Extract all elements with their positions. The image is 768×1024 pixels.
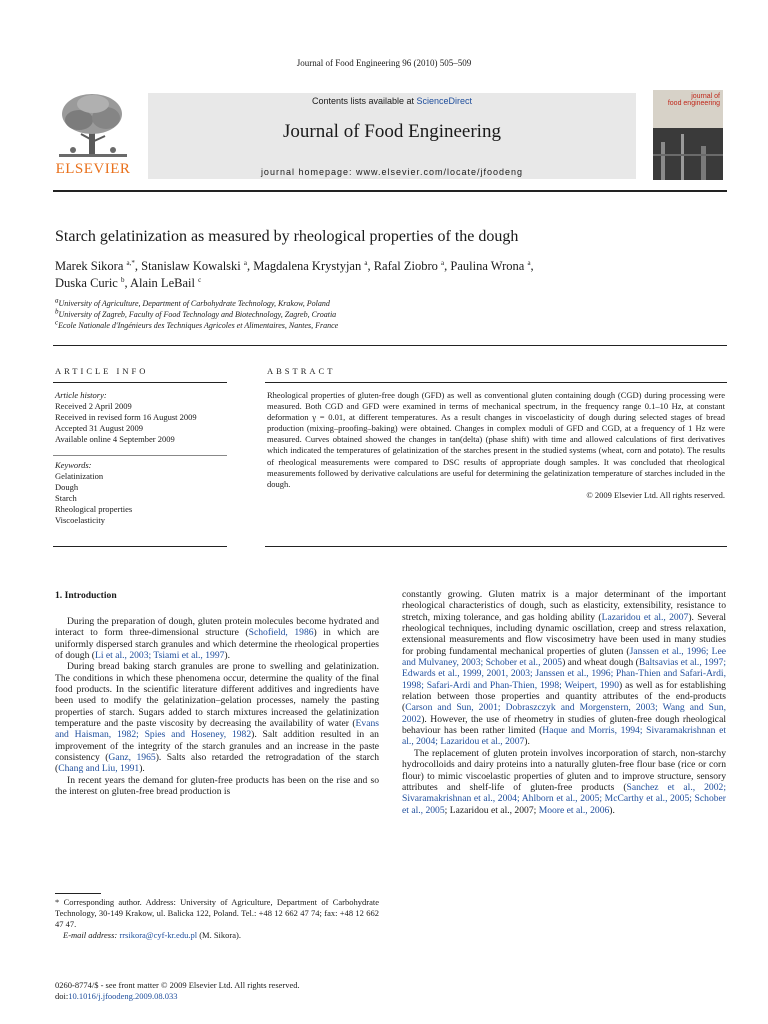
- article-info-divider: [53, 382, 227, 383]
- keywords: [55, 460, 227, 526]
- cover-line-2: food engineering: [667, 100, 720, 107]
- keywords-heading: Keywords:: [55, 460, 92, 470]
- paragraph: [55, 661, 379, 774]
- email-suffix: (M. Sikora).: [197, 930, 241, 940]
- author-affiliation-mark: a: [364, 258, 368, 267]
- elsevier-logo: [53, 90, 133, 182]
- sciencedirect-link[interactable]: ScienceDirect: [416, 96, 473, 106]
- journal-title: Journal of Food Engineering: [283, 121, 501, 142]
- corresponding-author-note: * Corresponding author. Address: University of Agriculture, Department of Carbohydrate Technology, 30-149 Krakow, ul. Balicka 122, Poland. Tel.: +48 12 662 47 74; fax: +48 12 662 47 47.: [55, 897, 379, 929]
- abstract-text: Rheological properties of gluten-free dough (GFD) as well as conventional gluten containing dough (CGD) during processing were measured. Both CGD and GFD were examined in terms of mechanical spectrum, in the frequency range 0.1–10 Hz, at constant deformation γ = 0.01, at different temperatures. As a result changes in viscoelasticity of dough during selected stages of bread production (mixing–proofing–baking) were obtained. Changes in complex moduli of GFD and CGD, at a frequency of 1 Hz were measured. Curves obtained showed the changes in tan(delta) (phase shift) with time and allowed calculations of first derivatives which indicated the temperatures of gelatinization of the starches present in the studied systems (wheat, corn and potato). The results of rheological measurements were compared to DSC results of appropriate dough samples. It was concluded that rheological measurements followed by derivative calculations are useful for determining the gelatinization temperature of starches included in the dough.: [267, 390, 725, 489]
- citation-link[interactable]: Evans and Haisman, 1982; Spies and Hoseney, 1982: [55, 718, 379, 741]
- paragraph-text: During the preparation of dough, gluten protein molecules become hydrated and interact to form three-dimensional structure (: [55, 616, 379, 639]
- doi-link[interactable]: 10.1016/j.jfoodeng.2009.08.033: [68, 991, 178, 1001]
- contents-prefix: Contents lists available at: [311, 96, 417, 106]
- history-item: Received in revised form 16 August 2009: [55, 412, 197, 422]
- journal-homepage-link[interactable]: journal homepage: www.elsevier.com/locate/jfoodeng: [260, 167, 524, 177]
- journal-cover-image: [653, 90, 723, 180]
- author-affiliation-mark: a,*: [126, 258, 135, 267]
- citation-link[interactable]: Carson and Sun, 2001; Dobraszczyk and Morgenstern, 2003; Wang and Sun, 2002: [402, 702, 726, 725]
- email-label: E-mail address:: [63, 930, 118, 940]
- authors-line-1: Marek Sikora $^{a,*}$, Stanislaw Kowalski $^a$, Magdalena Krystyjan $^a$, Rafal Ziobro $^a$, Paulina Wrona $^a$,: [55, 258, 534, 273]
- journal-banner: [148, 93, 636, 179]
- citation-link[interactable]: Schofield, 1986: [248, 627, 314, 639]
- history-item: Accepted 31 August 2009: [55, 423, 144, 433]
- body-column-right: [402, 589, 726, 816]
- journal-reference: Journal of Food Engineering 96 (2010) 505–509: [296, 58, 472, 68]
- cover-line-1: journal of: [691, 93, 720, 100]
- citation-link[interactable]: Janssen et al., 1996; Lee and Mulvaney, 2003; Schober et al., 2005: [402, 645, 727, 669]
- paragraph-text: ). However, the use of rheometry in studies of gluten-free dough rheological behaviour has been rather limited (: [402, 713, 726, 737]
- publication-meta: [55, 980, 379, 1002]
- paragraph-text: The replacement of gluten protein involves incorporation of starch, non-starchy hydrocolloids and dairy proteins into a naturally gluten-free flour base (rice or corn flour) to mimic viscoelastic properties of gluten and to improve structure, sensory attributes and shelf-life of gluten-free products (: [402, 747, 726, 793]
- citation-link[interactable]: Moore et al., 2006: [538, 804, 610, 816]
- paragraph: [55, 775, 379, 798]
- paper-title: Starch gelatinization as measured by rheological properties of the dough: [55, 228, 519, 245]
- citation-link[interactable]: Li et al., 2003; Tsiami et al., 1997: [94, 650, 225, 662]
- author-affiliation-mark: a: [527, 258, 531, 267]
- author-affiliation-mark: b: [120, 275, 125, 284]
- keyword: Gelatinization: [55, 471, 104, 481]
- author-affiliation-mark: a: [243, 258, 248, 267]
- abstract-bottom-divider: [265, 546, 727, 547]
- paragraph-text: ).: [609, 804, 615, 816]
- author-affiliation-mark: c: [198, 275, 202, 284]
- journal-header: [53, 90, 751, 188]
- tree-logo-icon: [53, 90, 133, 162]
- citation-link[interactable]: Ganz, 1965: [108, 752, 156, 764]
- author[interactable]: Stanislaw Kowalski: [141, 259, 241, 273]
- header-divider: [53, 190, 727, 192]
- paragraph-text: ). Salt addition resulted in an improvement of the integrity of the starch granules and an increase in the paste consistency (: [55, 729, 379, 764]
- citation-link[interactable]: Lazaridou et al., 2007: [601, 611, 689, 623]
- paragraph-text: ).: [139, 763, 145, 775]
- affiliations: [55, 298, 655, 331]
- doi-prefix: doi:: [55, 991, 69, 1001]
- affiliation: $^c$Ecole Nationale d'Ingénieurs des Techniques Agricoles et Alimentaires, Nantes, France: [55, 318, 339, 330]
- paragraph-text: ). Several rheological techniques, including dynamic oscillation, creep and stress relaxation, extensional measurements and flow viscosimetry have been used in many studies for probing fundamental mechanical properties of gluten (: [402, 611, 726, 657]
- author[interactable]: Paulina Wrona: [450, 259, 525, 273]
- history-divider: [53, 455, 227, 456]
- keyword: Dough: [55, 482, 79, 492]
- author-list: [55, 258, 695, 292]
- email-link[interactable]: rrsikora@cyf-kr.edu.pl: [119, 930, 198, 940]
- paragraph-text: ) and wheat dough (: [562, 657, 639, 669]
- author-affiliation-mark: a: [441, 258, 445, 267]
- paragraph: [55, 616, 379, 661]
- doi-line: [55, 991, 379, 1002]
- authors-line-2: Duska Curic $^b$, Alain LeBail $^c$: [55, 275, 202, 290]
- article-info-heading: ARTICLE INFO: [55, 366, 149, 376]
- issn-line: 0260-8774/$ - see front matter © 2009 Elsevier Ltd. All rights reserved.: [55, 980, 300, 990]
- affiliation: $^a$University of Agriculture, Department of Carbohydrate Technology, Krakow, Poland: [55, 296, 330, 308]
- keyword: Rheological properties: [55, 504, 133, 514]
- author[interactable]: Alain LeBail: [130, 276, 195, 290]
- affiliation: $^b$University of Zagreb, Faculty of Food Technology and Biotechnology, Zagreb, Croatia: [55, 307, 337, 319]
- footnote: [55, 897, 379, 941]
- paragraph-text: During bread baking starch granules are prone to swelling and gelatinization. The conditions in which these phenomena occur, determine the quality of the final food products. In the scientific literature different additives and ingredients have been used to modify the gelatinization–gelation processes, namely the pasting properties of starch. Sugars added to starch mixtures increased the gelatinization temperature and the paste viscosity by decreasing the availability of water (: [55, 661, 379, 730]
- history-heading: Article history:: [55, 390, 107, 400]
- body-column-left: [55, 616, 379, 798]
- history-item: Available online 4 September 2009: [55, 434, 175, 444]
- citation-link[interactable]: Haque and Morris, 1994; Sivaramakrishnan et al., 2004; Lazaridou et al., 2007: [402, 725, 726, 748]
- contents-line: [148, 96, 636, 106]
- paragraph-text: ) as well as for establishing relation between those properties and quantity attributes of the end-products (: [402, 679, 726, 714]
- author[interactable]: Marek Sikora: [55, 259, 124, 273]
- citation-link[interactable]: Baltsavias et al., 1997; Edwards et al., 1999, 2001, 2003; Janssen et al., 1996; Phan-Thien and Safari-Ardi, 1998; Safari-Ardi and Phan-Thien, 1998; Weipert, 1990: [402, 657, 726, 691]
- keyword: Viscoelasticity: [55, 515, 106, 525]
- abstract-body: [267, 390, 725, 501]
- paragraph-text: ). Salts also retarded the retrogradation of the starch (: [55, 752, 380, 775]
- paragraph-text: ) in which are uniformly dispersed starch granules and which determine the rheological properties of dough (: [55, 627, 379, 662]
- paragraph-text: In recent years the demand for gluten-free products has been on the rise and so the interest on gluten-free bread production is: [55, 774, 379, 798]
- abstract-divider: [265, 382, 727, 383]
- keyword: Starch: [55, 493, 77, 503]
- paragraph-text: constantly growing. Gluten matrix is a major determinant of the important rheological characteristics of dough, such as elasticity, extensibility, resistance to stretch, mixing tolerance, and gas holding ability (: [402, 589, 726, 623]
- paragraph-text: ).: [524, 736, 530, 748]
- citation-link[interactable]: Chang and Liu, 1991: [58, 763, 140, 775]
- affiliation-divider: [53, 345, 727, 346]
- email-line: [55, 930, 379, 941]
- paragraph: [402, 589, 726, 748]
- paragraph-text: ).: [224, 650, 231, 662]
- abstract-copyright: © 2009 Elsevier Ltd. All rights reserved.: [586, 489, 725, 500]
- paragraph: [402, 748, 726, 816]
- history-item: Received 2 April 2009: [55, 401, 132, 411]
- article-history: [55, 390, 227, 445]
- author[interactable]: Rafal Ziobro: [373, 259, 438, 273]
- citation-link[interactable]: Sanchez et al., 2002; Sivaramakrishnan et al., 2004; Ahlborn et al., 2005; McCarthy et al., 2005; Schober et al., 2005: [402, 781, 726, 816]
- abstract-heading: ABSTRACT: [267, 366, 336, 376]
- author[interactable]: Duska Curic: [55, 276, 118, 290]
- section-heading: 1. Introduction: [55, 590, 117, 601]
- publisher-name: ELSEVIER: [55, 161, 131, 177]
- article-info-bottom-divider: [53, 546, 227, 547]
- footnote-divider: [55, 893, 101, 894]
- author[interactable]: Magdalena Krystyjan: [253, 259, 362, 273]
- cover-photo-icon: [653, 128, 723, 180]
- paragraph-text: ; Lazaridou et al., 2007;: [444, 804, 539, 816]
